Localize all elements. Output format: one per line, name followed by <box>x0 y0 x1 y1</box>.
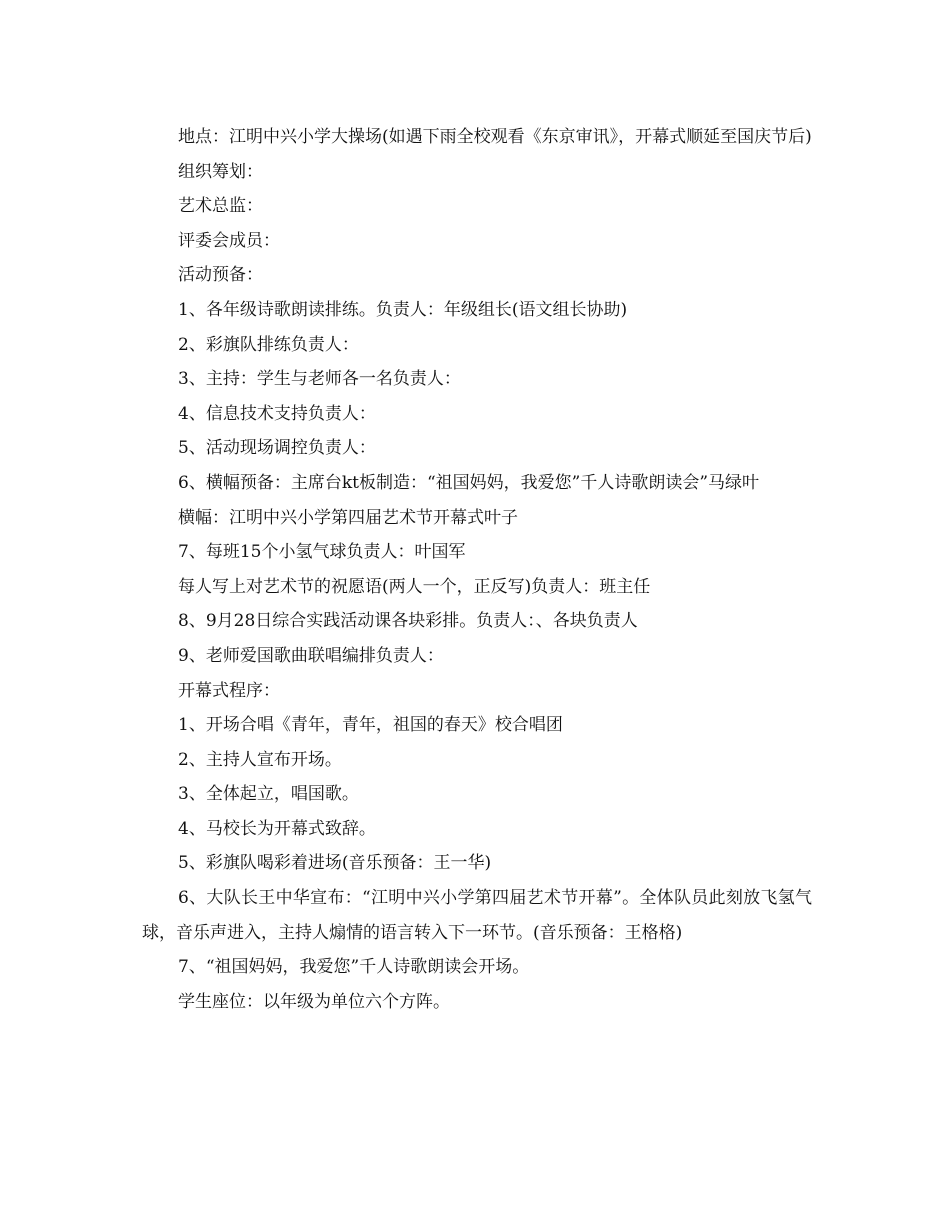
paragraph-location: 地点：江明中兴小学大操场(如遇下雨全校观看《东京审讯》，开幕式顺延至国庆节后) <box>178 127 812 147</box>
paragraph-prep-item-1: 1、各年级诗歌朗读排练。负责人：年级组长(语文组长协助) <box>178 299 628 320</box>
paragraph-program-heading: 开幕式程序： <box>178 680 280 701</box>
paragraph-prep-item-3: 3、主持：学生与老师各一名负责人： <box>178 369 461 390</box>
paragraph-program-item-5: 5、彩旗队喝彩着进场(音乐预备：王一华) <box>178 853 492 874</box>
paragraph-preparation-heading: 活动预备： <box>178 265 263 286</box>
paragraph-program-item-3: 3、全体起立，唱国歌。 <box>178 784 359 805</box>
paragraph-program-item-4: 4、马校长为开幕式致辞。 <box>178 818 376 839</box>
paragraph-prep-item-4: 4、信息技术支持负责人： <box>178 403 376 424</box>
paragraph-program-item-1: 1、开场合唱《青年，青年，祖国的春天》校合唱团 <box>178 715 563 736</box>
paragraph-prep-item-7: 7、每班15个小氢气球负责人：叶国军 <box>178 542 466 563</box>
paragraph-prep-item-5: 5、活动现场调控负责人： <box>178 438 376 459</box>
paragraph-prep-item-2: 2、彩旗队排练负责人： <box>178 334 359 355</box>
paragraph-art-director: 艺术总监： <box>178 196 263 217</box>
paragraph-program-item-7: 7、“祖国妈妈，我爱您”千人诗歌朗读会开场。 <box>178 957 530 978</box>
paragraph-wishes: 每人写上对艺术节的祝愿语(两人一个，正反写)负责人：班主任 <box>178 576 651 597</box>
paragraph-program-item-6: 6、大队长王中华宣布：“江明中兴小学第四届艺术节开幕”。全体队员此刻放飞氢气球，音乐声进入，主持人煽情的语言转入下一环节。(音乐预备：王格格) <box>142 888 812 943</box>
paragraph-jury-members: 评委会成员： <box>178 230 280 251</box>
paragraph-program-item-2: 2、主持人宣布开场。 <box>178 749 342 770</box>
document-body <box>142 120 812 1019</box>
paragraph-banner: 横幅：江明中兴小学第四届艺术节开幕式叶子 <box>178 507 518 528</box>
paragraph-prep-item-9: 9、老师爱国歌曲联唱编排负责人： <box>178 645 444 666</box>
paragraph-seating: 学生座位：以年级为单位六个方阵。 <box>178 991 450 1012</box>
paragraph-organization: 组织筹划： <box>178 161 263 182</box>
paragraph-prep-item-8: 8、9月28日综合实践活动课各块彩排。负责人：、各块负责人 <box>178 611 638 632</box>
paragraph-prep-item-6: 6、横幅预备：主席台kt板制造：“祖国妈妈，我爱您”千人诗歌朗读会”马绿叶 <box>178 472 760 493</box>
